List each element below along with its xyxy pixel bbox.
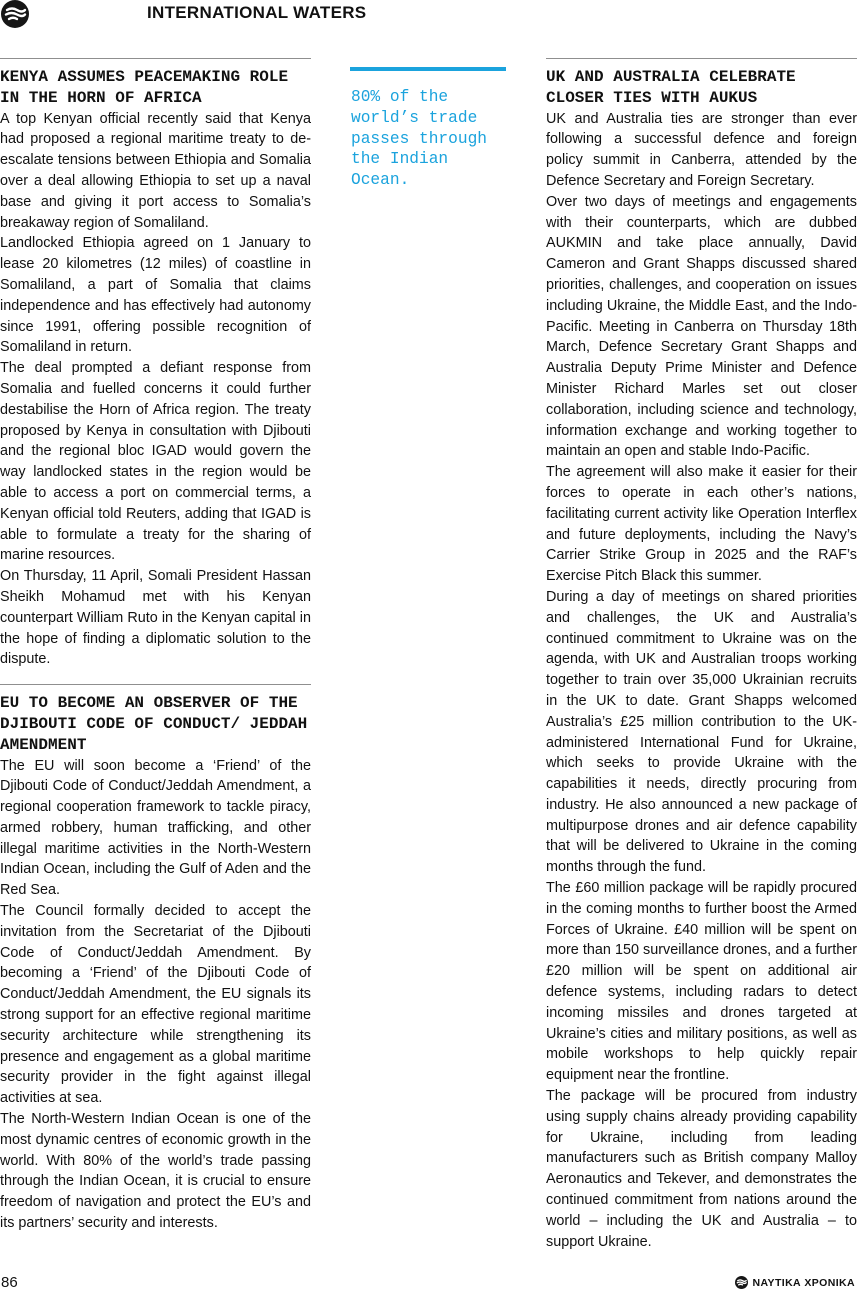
pull-quote bbox=[350, 67, 506, 191]
wave-circle-icon bbox=[735, 1276, 748, 1289]
pull-quote-rule bbox=[350, 67, 506, 71]
article-title: EU TO BECOME AN OBSERVER OF THE DJIBOUTI CODE OF CONDUCT/ JEDDAH AMENDMENT bbox=[0, 694, 308, 754]
article-paragraph: The package will be procured from industry using supply chains already providing capability for Ukraine, including from leading manufacturers such as British company Malloy Aeronautics and Tekever, and demonstrates the continued commitment from nations around the world – including the UK and Australia – to support Ukraine. bbox=[546, 1088, 857, 1250]
article-paragraph: The £60 million package will be rapidly procured in the coming months to further boost the Armed Forces of Ukraine. £40 million will be spent on more than 150 surveillance drones, and a further £20 million will be spent on additional air defence systems, including radars to detect incoming missiles and drones targeted at Ukraine’s cities and military positions, as well as mobile workshops to help quickly repair equipment near the frontline. bbox=[546, 880, 857, 1084]
article-divider bbox=[0, 58, 311, 59]
publisher-name: ΝΑΥΤΙΚΑ ΧΡΟΝΙΚΑ bbox=[752, 1276, 855, 1289]
article-uk-australia bbox=[546, 58, 857, 1252]
article-divider bbox=[546, 58, 857, 59]
right-column bbox=[546, 58, 857, 1252]
article-paragraph: The agreement will also make it easier for their forces to operate in each other’s nations, facilitating current activity like Operation Interflex and future deployments, including the Navy’s Carrier Strike Group in 2025 and the RAF’s Exercise Pitch Black this summer. bbox=[546, 464, 857, 585]
article-paragraph: The North-Western Indian Ocean is one of the most dynamic centres of economic growth in the world. With 80% of the world’s trade passing through the Indian Ocean, it is crucial to ensure freedom of navigation and protect the EU’s and its partners’ security and interests. bbox=[0, 1111, 311, 1232]
wave-circle-icon bbox=[1, 0, 29, 28]
article-paragraph: The Council formally decided to accept the invitation from the Secretariat of the Djibouti Code of Conduct/Jeddah Amendment. By becoming a ‘Friend’ of the Djibouti Code of Conduct/Jeddah Amendment, the EU signals its strong support for an effective regional maritime security architecture while strengthening its presence and engagement as a global maritime security provider in the fight against illegal activities at sea. bbox=[0, 903, 311, 1107]
pull-quote-text: 80% of the world’s trade passes through the Indian Ocean. bbox=[351, 88, 487, 190]
article-divider bbox=[0, 684, 311, 685]
page-number: 86 bbox=[1, 1274, 18, 1291]
article-title: UK AND AUSTRALIA CELEBRATE CLOSER TIES WITH AUKUS bbox=[546, 68, 796, 107]
article-paragraph: Landlocked Ethiopia agreed on 1 January to lease 20 kilometres (12 miles) of coastline in Somaliland, a part of Somalia that claims independence and has effectively had autonomy since 1991, offering possible recognition of Somaliland in return. bbox=[0, 235, 311, 356]
article-paragraph: Over two days of meetings and engagements with their counterparts, which are dubbed AUKMIN and take place annually, David Cameron and Grant Shapps discussed shared priorities, challenges, and cooperation on issues including Ukraine, the Middle East, and the Indo-Pacific. Meeting in Canberra on Thursday 18th March, Defence Secretary Grant Shapps and Australia Deputy Prime Minister and Defence Minister Richard Marles set out closer collaboration, including science and technology, information exchange and working together to maintain an open and stable Indo-Pacific. bbox=[546, 193, 857, 460]
left-column bbox=[0, 58, 311, 1234]
article-paragraph: UK and Australia ties are stronger than ever following a successful defence and foreign policy summit in Canberra, attended by the Defence Secretary and Foreign Secretary. bbox=[546, 110, 857, 189]
article-title: KENYA ASSUMES PEACEMAKING ROLE IN THE HORN OF AFRICA bbox=[0, 68, 289, 107]
section-title: INTERNATIONAL WATERS bbox=[147, 3, 367, 22]
publisher-mark bbox=[735, 1276, 855, 1289]
article-paragraph: The deal prompted a defiant response from Somalia and fuelled concerns it could further destabilise the Horn of Africa region. The treaty proposed by Kenya in consultation with Djibouti and the regional bloc IGAD would govern the way landlocked states in the region would be able to access a port on commercial terms, a Kenyan official told Reuters, adding that IGAD is able to formulate a treaty for the sharing of marine resources. bbox=[0, 360, 311, 564]
article-paragraph: During a day of meetings on shared priorities and challenges, the UK and Australia’s continued commitment to Ukraine was on the agenda, with UK and Australian troops working together to train over 35,000 Ukrainian recruits in the UK to date. Grant Shapps welcomed Australia’s £25 million contribution to the UK-administered International Fund for Ukraine, which seeks to provide Ukraine with the capabilities it needs, directly procuring from industry. He also announced a new package of multipurpose drones and air defence capability that will be delivered to Ukraine in the coming months through the fund. bbox=[546, 588, 857, 876]
article-paragraph: The EU will soon become a ‘Friend’ of the Djibouti Code of Conduct/Jeddah Amendment, a regional cooperation framework to tackle piracy, armed robbery, human trafficking, and other illegal maritime activities in the North-Western Indian Ocean, including the Gulf of Aden and the Red Sea. bbox=[0, 757, 311, 899]
article-eu-djibouti bbox=[0, 684, 311, 1234]
article-kenya bbox=[0, 58, 311, 670]
article-paragraph: A top Kenyan official recently said that Kenya had proposed a regional maritime treaty to de-escalate tensions between Ethiopia and Somalia over a deal allowing Ethiopia to set up a naval base and giving it port access to Somalia’s breakaway region of Somaliland. bbox=[0, 110, 311, 231]
article-paragraph: On Thursday, 11 April, Somali President Hassan Sheikh Mohamud met with his Kenyan counterpart William Ruto in the Kenyan capital in the hope of finding a diplomatic solution to the dispute. bbox=[0, 568, 311, 668]
